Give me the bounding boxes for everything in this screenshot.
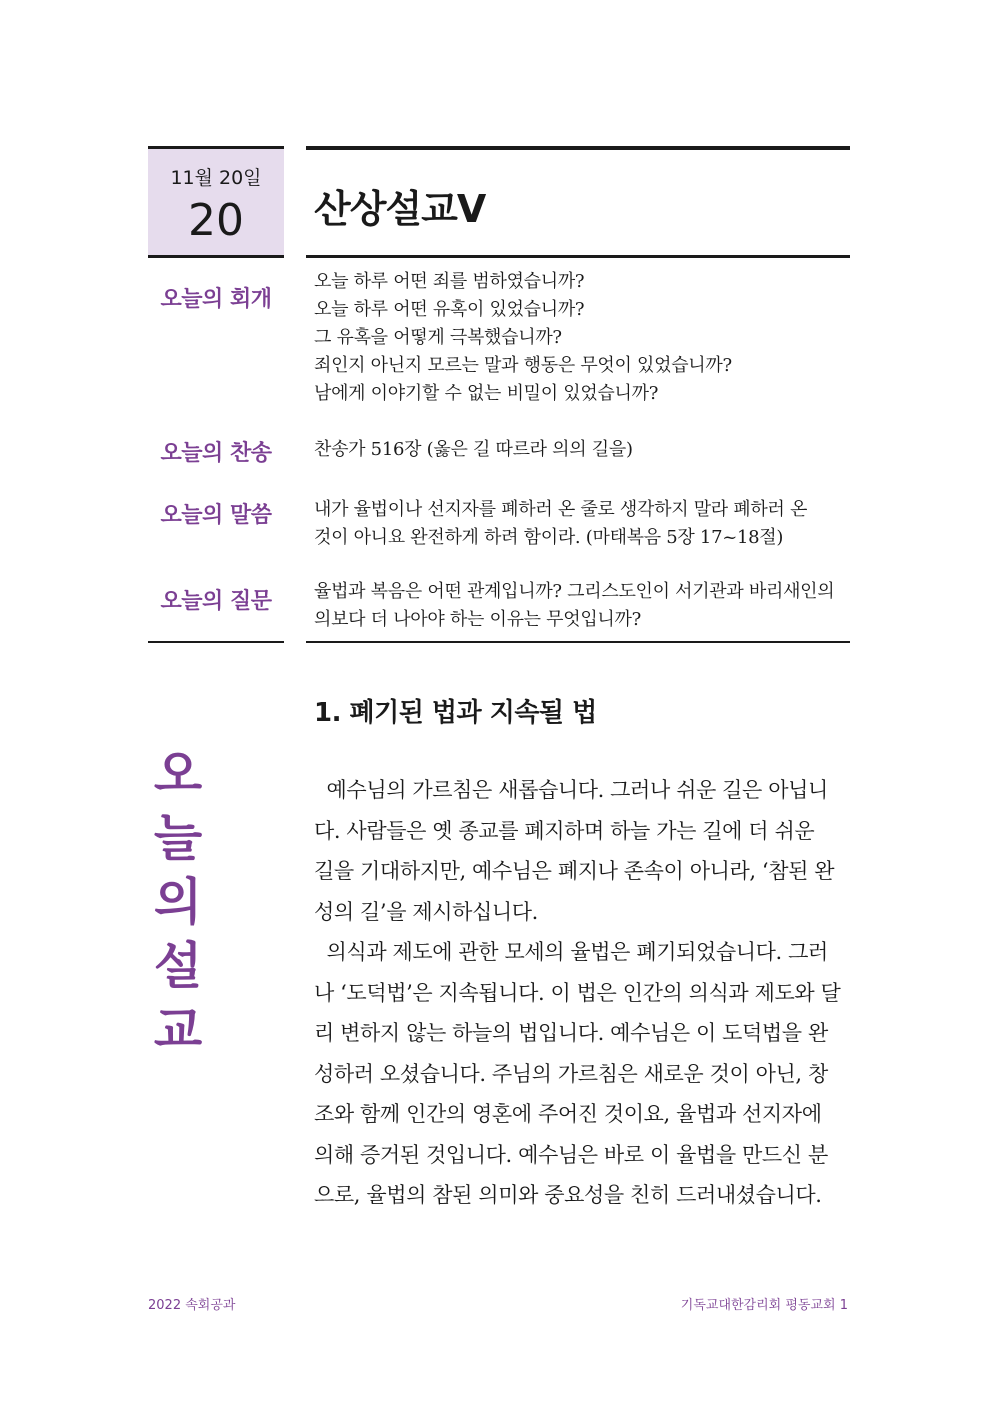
section-content-repentance <box>314 268 854 408</box>
page-title: 산상설교V <box>314 187 486 231</box>
section-label-question: 오늘의 질문 <box>160 589 272 614</box>
divider-left <box>148 641 284 643</box>
sermon-heading: 1. 폐기된 법과 지속될 법 <box>314 698 597 728</box>
section-content-hymn <box>314 436 854 464</box>
content-line: 의보다 더 나아야 하는 이유는 무엇입니까? <box>314 609 641 630</box>
content-line: 그 유혹을 어떻게 극복했습니까? <box>314 327 562 348</box>
content-line: 내가 율법이나 선지자를 폐하러 온 줄로 생각하지 말라 폐하러 온 <box>314 499 808 520</box>
vertical-char: 교 <box>153 1001 203 1059</box>
body-line: 리 변하지 않는 하늘의 법입니다. 예수님은 이 도덕법을 완 <box>314 1021 828 1045</box>
body-line: 예수님의 가르침은 새롭습니다. 그러나 쉬운 길은 아닙니 <box>314 778 828 802</box>
content-line: 찬송가 516장 (옳은 길 따르라 의의 길을) <box>314 439 633 460</box>
vertical-char: 의 <box>153 873 203 931</box>
body-line: 다. 사람들은 옛 종교를 폐지하며 하늘 가는 길에 더 쉬운 <box>314 818 815 843</box>
date-small: 11월 20일 <box>170 167 262 189</box>
footer-right: 기독교대한감리회 평동교회 1 <box>680 1298 848 1313</box>
content-line: 것이 아니요 완전하게 하려 함이라. (마태복음 5장 17~18절) <box>314 527 784 548</box>
footer-left: 2022 속회공과 <box>148 1298 236 1313</box>
content-line: 율법과 복음은 어떤 관계입니까? 그리스도인이 서기관과 바리새인의 <box>314 581 835 602</box>
date-box <box>148 146 284 258</box>
body-line: 조와 함께 인간의 영혼에 주어진 것이요, 율법과 선지자에 <box>314 1102 822 1126</box>
content-line: 오늘 하루 어떤 죄를 범하였습니까? <box>314 271 585 292</box>
section-label-scripture: 오늘의 말씀 <box>160 503 272 528</box>
sermon-body <box>314 770 854 1216</box>
vertical-char: 늘 <box>153 809 203 867</box>
vertical-title <box>148 742 208 1062</box>
body-line: 의식과 제도에 관한 모세의 율법은 폐기되었습니다. 그러 <box>314 940 828 964</box>
section-content-scripture <box>314 496 854 552</box>
section-label-repentance: 오늘의 회개 <box>160 287 272 312</box>
content-line: 오늘 하루 어떤 유혹이 있었습니까? <box>314 299 585 320</box>
body-line: 길을 기대하지만, 예수님은 폐지나 존속이 아니라, ‘참된 완 <box>314 859 835 883</box>
divider-right <box>306 641 850 643</box>
body-line: 의해 증거된 것입니다. 예수님은 바로 이 율법을 만드신 분 <box>314 1142 828 1167</box>
content-line: 죄인지 아닌지 모르는 말과 행동은 무엇이 있었습니까? <box>314 355 732 376</box>
vertical-char: 오 <box>153 745 203 803</box>
section-label-hymn: 오늘의 찬송 <box>160 441 272 466</box>
section-content-question <box>314 578 854 634</box>
content-line: 남에게 이야기할 수 없는 비밀이 있었습니까? <box>314 383 659 404</box>
body-line: 성하러 오셨습니다. 주님의 가르침은 새로운 것이 아닌, 창 <box>314 1061 828 1086</box>
body-line: 으로, 율법의 참된 의미와 중요성을 친히 드러내셨습니다. <box>314 1183 822 1207</box>
vertical-char: 설 <box>153 937 203 995</box>
date-big: 20 <box>188 195 244 246</box>
body-line: 성의 길’을 제시하십니다. <box>314 899 538 924</box>
body-line: 나 ‘도덕법’은 지속됩니다. 이 법은 인간의 의식과 제도와 달 <box>314 980 841 1005</box>
title-box <box>306 146 850 258</box>
